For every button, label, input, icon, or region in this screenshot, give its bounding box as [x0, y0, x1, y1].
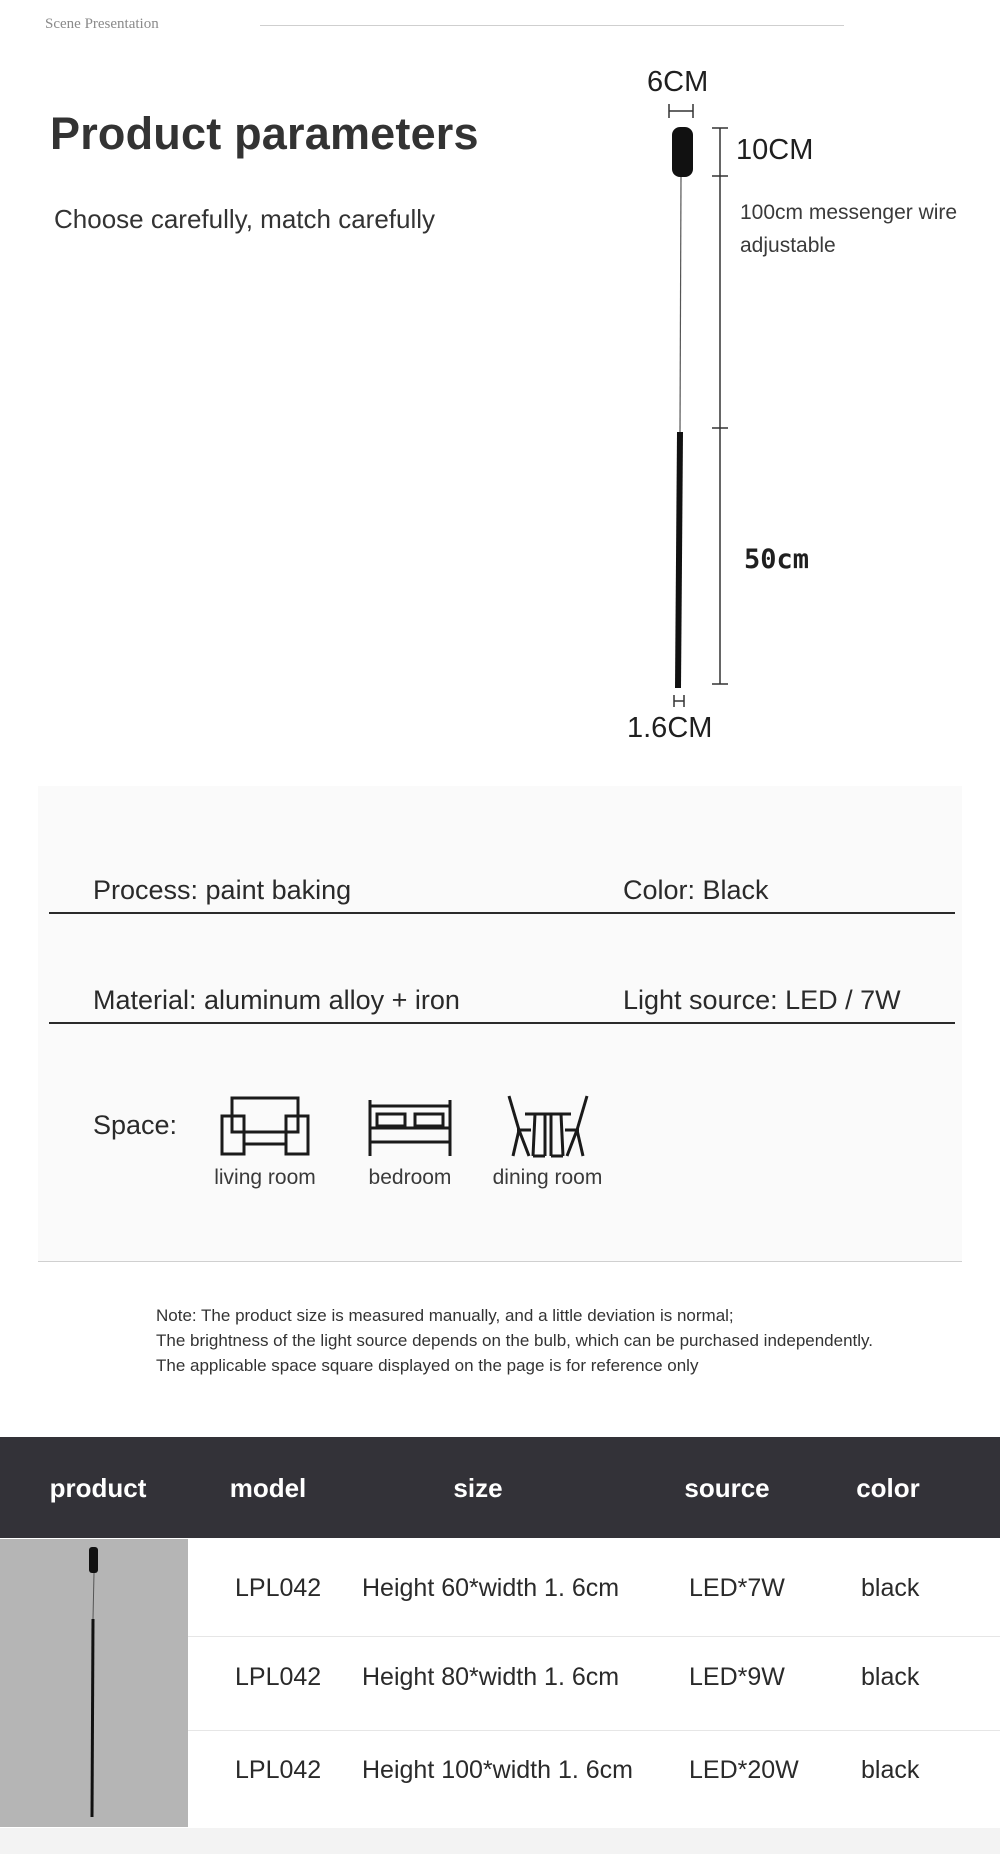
table-header-size: size — [453, 1473, 503, 1503]
spec-divider-2 — [49, 1022, 955, 1024]
row-3-source: LED*20W — [689, 1756, 799, 1784]
row-1-color: black — [861, 1574, 920, 1602]
lamp-body — [678, 432, 680, 688]
body-width-label: 1.6CM — [627, 712, 713, 744]
row-separator-2 — [188, 1730, 1000, 1731]
wire-note-line1: 100cm messenger wire — [740, 201, 958, 224]
row-1-size: Height 60*width 1. 6cm — [362, 1574, 620, 1602]
note-line-1: Note: The product size is measured manually, and a little deviation is normal; — [156, 1306, 734, 1325]
lamp-dimension-drawing — [0, 0, 1000, 760]
row-3-size: Height 100*width 1. 6cm — [362, 1756, 633, 1784]
row-3-model: LPL042 — [235, 1756, 322, 1784]
room-bedroom — [350, 1094, 470, 1190]
row-2-color: black — [861, 1663, 920, 1691]
top-width-label: 6CM — [647, 66, 709, 98]
height-dimension-line — [712, 128, 728, 684]
body-length-label: 50cm — [744, 544, 810, 575]
row-1-source: LED*7W — [689, 1574, 785, 1602]
table-header — [0, 1437, 1000, 1538]
row-2-size: Height 80*width 1. 6cm — [362, 1663, 620, 1691]
process-spec: Process: paint baking — [93, 875, 352, 905]
wire-note-line2: adjustable — [740, 234, 836, 257]
lamp-head — [672, 127, 693, 177]
row-separator-1 — [188, 1636, 1000, 1637]
scene-presentation-label: Scene Presentation — [45, 16, 159, 32]
row-2-model: LPL042 — [235, 1663, 322, 1691]
table-header-product: product — [49, 1473, 147, 1503]
dimension-diagram — [0, 0, 1000, 760]
light-source-spec: Light source: LED / 7W — [623, 985, 901, 1015]
sofa-icon — [220, 1094, 310, 1158]
head-height-label: 10CM — [736, 134, 814, 166]
material-spec: Material: aluminum alloy + iron — [93, 985, 460, 1015]
space-label: Space: — [93, 1110, 178, 1140]
room-dining — [480, 1094, 615, 1190]
bed-icon — [365, 1094, 455, 1158]
room-label-dining: dining room — [492, 1166, 603, 1189]
messenger-wire — [680, 177, 681, 432]
bottom-strip — [0, 1828, 1000, 1854]
dining-table-icon — [503, 1094, 593, 1158]
page-title: Product parameters — [50, 108, 479, 159]
note-line-2: The brightness of the light source depends on the bulb, which can be purchased independently. — [156, 1331, 874, 1350]
spec-panel — [38, 786, 962, 1262]
bottom-width-marker — [674, 695, 684, 707]
lamp-thumbnail-image — [0, 1539, 188, 1827]
room-label-bedroom: bedroom — [368, 1166, 452, 1189]
product-thumbnail — [0, 1539, 188, 1827]
row-2-source: LED*9W — [689, 1663, 785, 1691]
top-width-marker — [669, 104, 693, 118]
row-3-color: black — [861, 1756, 920, 1784]
color-spec: Color: Black — [623, 875, 769, 905]
page-subtitle: Choose carefully, match carefully — [54, 204, 436, 234]
table-header-color: color — [856, 1473, 920, 1503]
table-header-model: model — [229, 1473, 307, 1503]
table-header-source: source — [684, 1473, 770, 1503]
room-living — [200, 1094, 330, 1190]
row-1-model: LPL042 — [235, 1574, 322, 1602]
note-line-3: The applicable space square displayed on the page is for reference only — [156, 1356, 699, 1375]
room-label-living: living room — [214, 1166, 316, 1189]
spec-divider-1 — [49, 912, 955, 914]
